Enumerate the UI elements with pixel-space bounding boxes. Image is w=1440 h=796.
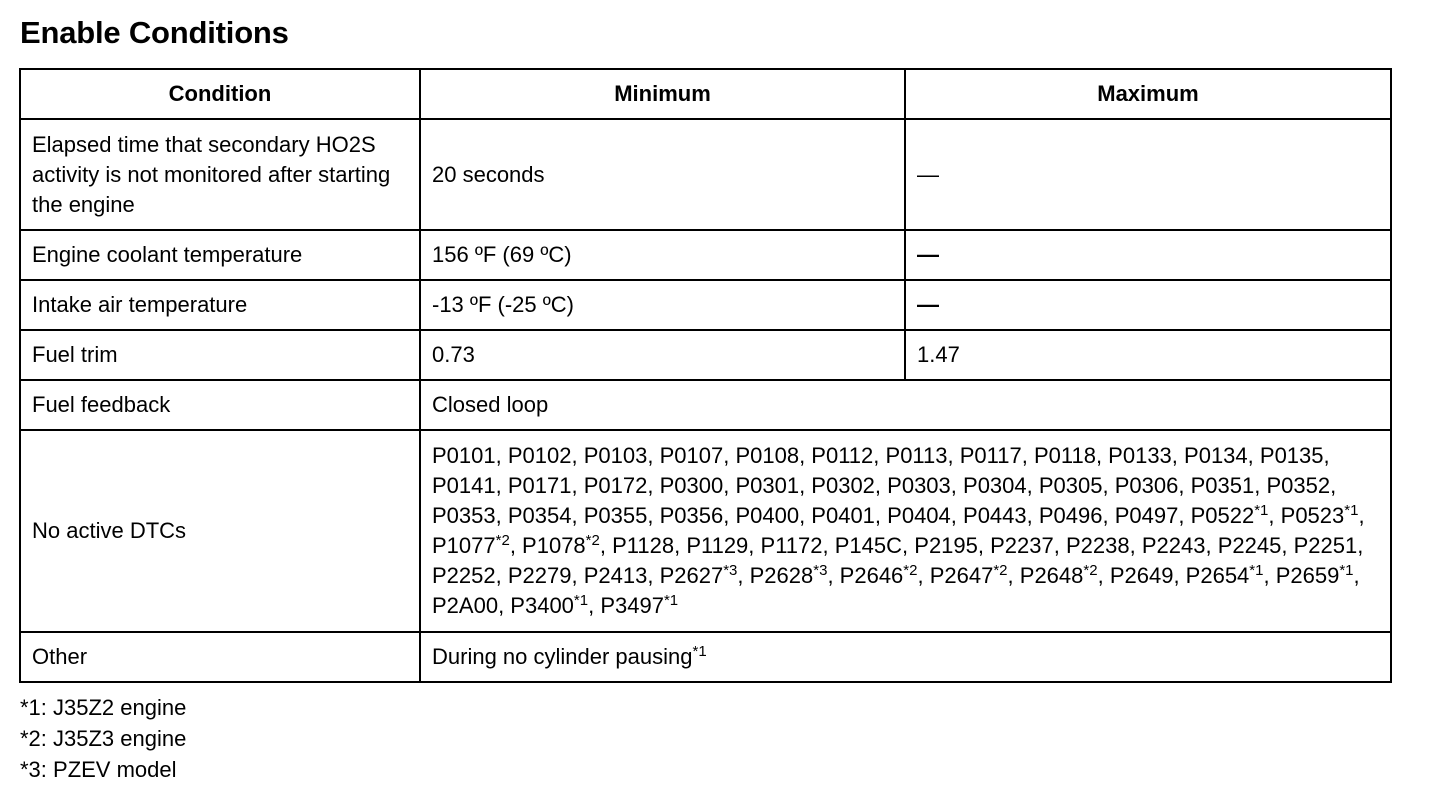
dtc-code-text: P2628 [749,563,814,588]
dtc-code [735,503,799,528]
dtc-code-text: P0117 [959,443,1022,468]
condition-cell: Fuel feedback [20,380,420,430]
maximum-cell: — [905,280,1391,330]
dtc-code [432,443,496,468]
dtc-code [660,503,724,528]
dtc-code [1186,563,1264,588]
dtc-code [750,563,828,588]
dtc-code-text: P0300 [659,473,724,498]
dtc-code-text: P2648 [1019,563,1084,588]
dtc-code-text: P0101 [432,443,496,468]
dtc-code [840,563,918,588]
dtc-code [660,563,738,588]
dtc-code-text: P0102 [507,443,572,468]
dtc-code [1110,563,1174,588]
dtc-code-text: P2646 [839,563,904,588]
dtc-code-text: P0400 [735,503,800,528]
table-header-row [20,69,1391,119]
condition-cell: Engine coolant temperature [20,230,420,280]
value-cell [420,632,1391,682]
footnote-marker: *1 [573,592,589,609]
dtc-code-text: P0306 [1114,473,1179,498]
dtc-code [930,563,1008,588]
footnote-marker: *3 [723,562,738,579]
dtc-code-text: P2243 [1141,533,1206,558]
dtc-code [584,563,648,588]
dtc-code [1260,443,1324,468]
minimum-cell: 156 ºF (69 ºC) [420,230,905,280]
dtc-code-text: P0497 [1114,503,1179,528]
dtc-code [1191,503,1269,528]
dtc-code-text: P0353 [432,503,496,528]
dtc-code-text: P1128 [612,533,675,558]
dtc-code [1066,533,1130,558]
dtc-code-text: P0355 [583,503,648,528]
condition-cell: Elapsed time that secondary HO2S activity is not monitored after starting the engine [20,119,420,230]
dtc-code-text: P0302 [811,473,875,498]
table-row [20,119,1391,230]
footnote-marker: *1 [1254,502,1269,519]
condition-cell: Intake air temperature [20,280,420,330]
footnote-marker: *2 [993,562,1008,579]
dtc-code-text: P2A00 [432,593,499,618]
dtc-code [735,473,799,498]
dtc-code-text: P0351 [1190,473,1255,498]
table-row [20,632,1391,682]
dtc-code-text: P0134 [1184,443,1248,468]
dtc-code [960,443,1022,468]
dtc-code [735,443,799,468]
dtc-code-text: P1078 [522,533,586,558]
footnote-marker: *2 [585,532,600,549]
dtc-code-text: P0172 [583,473,648,498]
dtc-code [811,473,875,498]
header-condition: Condition [20,69,420,119]
dtc-code-text: P2279 [507,563,572,588]
dtc-code-text: P0523 [1280,503,1345,528]
dtc-code-text: P3400 [510,593,574,618]
footnote-marker: *3 [813,562,828,579]
header-maximum: Maximum [905,69,1391,119]
dtc-code [1108,443,1172,468]
footnote-marker: *2 [495,532,510,549]
dtc-code [1115,473,1179,498]
header-minimum: Minimum [420,69,905,119]
dtc-code-text: P2237 [990,533,1054,558]
dtc-code [1142,533,1206,558]
dtc-code-text: P0356 [659,503,724,528]
dtc-code-text: P145C [834,533,903,558]
dtc-code [887,503,951,528]
dtc-code [432,533,510,558]
maximum-cell: — [905,119,1391,230]
dtc-code [508,443,572,468]
footnote-marker: *1 [1339,562,1354,579]
dtc-code [1034,443,1096,468]
dtc-code [914,533,978,558]
dtc-code [686,533,748,558]
minimum-cell: 0.73 [420,330,905,380]
dtc-code-text: P0133 [1108,443,1172,468]
dtc-code-text: P1129 [686,533,749,558]
enable-conditions-table [19,68,1392,683]
maximum-cell: — [905,230,1391,280]
dtc-code-text: P0108 [735,443,800,468]
other-value-text: During no cylinder pausing [432,644,693,669]
table-row [20,430,1391,632]
dtc-code [660,473,724,498]
footnote-marker: *1 [663,592,679,609]
table-row [20,230,1391,280]
dtc-code [1218,533,1282,558]
footnotes [20,692,186,785]
dtc-code [522,533,600,558]
dtc-code [1039,503,1103,528]
table-row [20,380,1391,430]
dtc-code-text: P2195 [914,533,978,558]
dtc-code [963,503,1027,528]
dtc-code-text: P2245 [1217,533,1282,558]
dtc-code-text: P2654 [1185,563,1250,588]
dtc-code-text: P0107 [659,443,724,468]
dtc-code [761,533,823,558]
dtc-code-text: P3497 [600,593,664,618]
dtc-code-text: P0171 [507,473,572,498]
footnote-marker: *2 [1083,562,1098,579]
value-cell: Closed loop [420,380,1391,430]
dtc-code-text: P0303 [887,473,951,498]
dtc-code [990,533,1054,558]
dtc-code-text: P0135 [1259,443,1324,468]
dtc-code [510,593,588,618]
dtc-code-text: P0113 [885,443,948,468]
dtc-code [1266,473,1330,498]
dtc-code-text: P0103 [583,443,648,468]
page-title: Enable Conditions [20,15,289,50]
dtc-code-text: P0301 [735,473,800,498]
dtc-code-text: P0354 [507,503,572,528]
dtc-code-text: P0522 [1190,503,1255,528]
dtc-code [1020,563,1098,588]
dtc-list-cell: P0101, P0102, P0103, P0107, P0108, P0112, P0113, P0117, P0118, P0133, P0134, P0135, P0141, P0171, P0172, P0300, P0301, P0302, P0303, P0304, P0305, P0306, P0351, P0352, P0353, P0354, P0355, P0356, P0400, P0401, P0404, P0443, P0496, P0497, P0522$^{*1}$, P0523$^{*1}$, P1077$^{*2}$, P1078$^{*2}$, P1128, P1129, P1172, P145C, P2195, P2237, P2238, P2243, P2245, P2251, P2252, P2279, P2413, P2627$^{*3}$, P2628$^{*3}$, P2646$^{*2}$, P2647$^{*2}$, P2648$^{*2}$, P2649, P2654$^{*1}$, P2659$^{*1}$, P2A00, P3400$^{*1}$, P3497$^{*1}$ [420,430,1391,632]
condition-cell: No active DTCs [20,430,420,632]
dtc-code [432,503,496,528]
dtc-code [1039,473,1103,498]
dtc-code [432,593,498,618]
dtc-code [811,443,873,468]
dtc-code-text: P2659 [1275,563,1340,588]
dtc-code-text: P1172 [760,533,823,558]
dtc-code-text: P0118 [1033,443,1096,468]
footnote-3: *3: PZEV model [20,757,177,782]
dtc-code [508,503,572,528]
dtc-code-text: P0112 [811,443,874,468]
dtc-code-text: P2251 [1293,533,1358,558]
dtc-code [1184,443,1248,468]
footnote-marker: *1 [1344,502,1359,519]
minimum-cell: 20 seconds [420,119,905,230]
dtc-code [887,473,951,498]
dtc-code [1191,473,1255,498]
dtc-code [1294,533,1358,558]
dtc-code [835,533,902,558]
dtc-code [432,473,496,498]
dtc-code-text: P2252 [432,563,496,588]
footnote-marker: *2 [903,562,918,579]
footnote-1: *1: J35Z2 engine [20,695,187,720]
dtc-code-text: P0496 [1038,503,1103,528]
dtc-code-text: P0304 [963,473,1027,498]
dtc-code [811,503,875,528]
dtc-code-text: P0404 [887,503,951,528]
condition-cell: Fuel trim [20,330,420,380]
dtc-code-text: P0141 [432,473,496,498]
dtc-code-text: P2413 [583,563,648,588]
maximum-cell: 1.47 [905,330,1391,380]
dtc-code-text: P2627 [659,563,724,588]
dtc-code-text: P0401 [811,503,875,528]
dtc-code-text: P2649 [1109,563,1174,588]
dtc-code [508,563,572,588]
dtc-code-text: P2238 [1065,533,1130,558]
dtc-code [432,563,496,588]
footnote-marker: *1 [1249,562,1264,579]
dtc-code [1276,563,1354,588]
condition-cell: Other [20,632,420,682]
footnote-2: *2: J35Z3 engine [20,726,187,751]
dtc-code-text: P1077 [432,533,496,558]
dtc-code [600,593,678,618]
dtc-code [508,473,572,498]
dtc-code [1281,503,1359,528]
dtc-code [584,503,648,528]
dtc-code-text: P0352 [1266,473,1331,498]
dtc-code-text: P0443 [963,503,1027,528]
dtc-code [612,533,674,558]
footnote-marker: *1 [692,643,707,660]
minimum-cell: -13 ºF (-25 ºC) [420,280,905,330]
dtc-code [584,473,648,498]
dtc-code [1115,503,1179,528]
dtc-code [584,443,648,468]
table-row [20,330,1391,380]
dtc-code [660,443,724,468]
table-row [20,280,1391,330]
dtc-code-text: P2647 [929,563,994,588]
dtc-code [963,473,1027,498]
dtc-code-text: P0305 [1038,473,1103,498]
dtc-code [886,443,948,468]
